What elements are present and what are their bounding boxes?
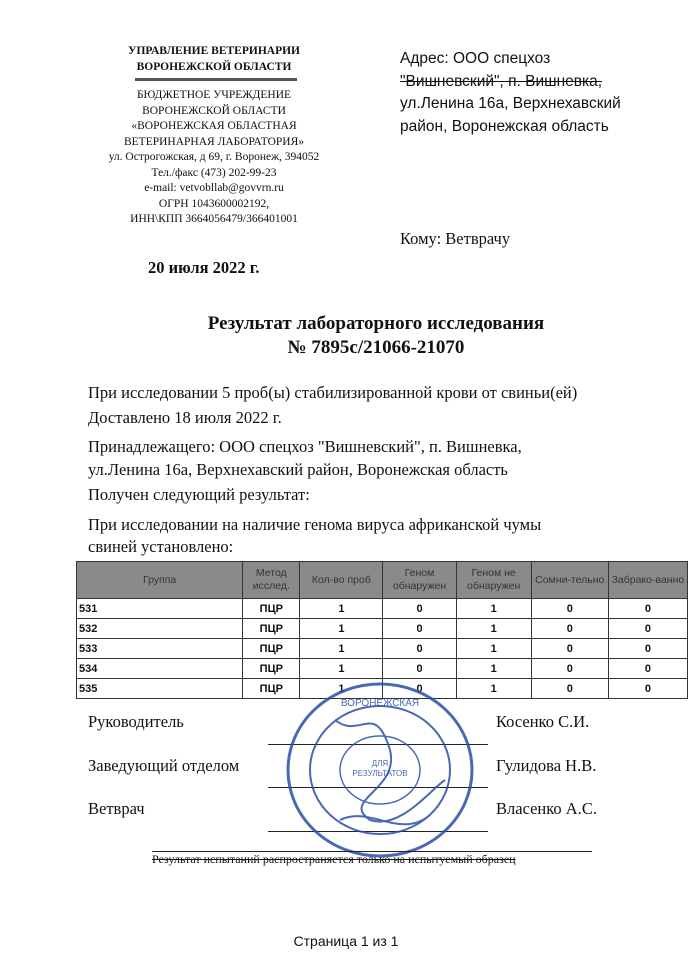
org-line: Тел./факс (473) 202-99-23 (151, 166, 277, 179)
address-line: ул.Ленина 16а, Верхнехавский (400, 95, 621, 112)
recipient-address (400, 48, 621, 138)
page-number: Страница 1 из 1 (293, 933, 399, 949)
signature-role: Руководитель (88, 712, 184, 731)
document-date: 20 июля 2022 г. (148, 258, 260, 277)
table-cell: 1 (456, 659, 531, 679)
table-cell: 0 (383, 619, 456, 639)
address-line: "Вишневский", п. Вишневка, (400, 72, 603, 90)
results-table (76, 561, 688, 699)
table-cell: 0 (383, 599, 456, 619)
table-cell: ПЦР (243, 659, 300, 679)
table-cell: 1 (456, 619, 531, 639)
official-stamp (280, 680, 480, 860)
body-line: При исследовании на наличие генома вируса африканской чумы (88, 515, 542, 534)
dept-line: УПРАВЛЕНИЕ ВЕТЕРИНАРИИ (128, 45, 300, 57)
footer-note: Результат испытаний распространяется только на испытуемый образец (152, 852, 516, 866)
table-cell: 1 (300, 599, 383, 619)
table-cell: ПЦР (243, 619, 300, 639)
org-line: БЮДЖЕТНОЕ УЧРЕЖДЕНИЕ (136, 89, 292, 101)
column-header: Сомни-тельно (531, 562, 608, 599)
table-cell: 0 (608, 619, 687, 639)
table-cell: 1 (300, 679, 383, 699)
table-cell: 0 (608, 639, 687, 659)
body-line: ул.Ленина 16а, Верхнехавский район, Воронежская область (88, 460, 508, 479)
table-cell: 0 (531, 679, 608, 699)
table-cell: 0 (608, 659, 687, 679)
body-line: свиней установлено: (88, 537, 234, 556)
table-cell: 534 (77, 659, 243, 679)
table-cell: 1 (300, 619, 383, 639)
table-cell: ПЦР (243, 679, 300, 699)
table-cell: ПЦР (243, 639, 300, 659)
table-cell: 531 (77, 599, 243, 619)
org-line: ОГРН 1043600002192, (158, 197, 270, 210)
org-line: ИНН\КПП 3664056479/366401001 (130, 213, 298, 225)
table-cell: 1 (456, 599, 531, 619)
body-line: При исследовании 5 проб(ы) стабилизированной крови от свиньи(ей) (88, 383, 578, 402)
signature-name: Гулидова Н.В. (496, 756, 597, 775)
signature-name: Косенко С.И. (496, 712, 590, 731)
report-number: № 7895с/21066-21070 (287, 337, 465, 358)
table-cell: 0 (531, 639, 608, 659)
table-row (77, 599, 688, 619)
header-divider (135, 78, 297, 81)
address-line: Адрес: ООО спецхоз (400, 50, 551, 67)
document-title (0, 312, 692, 360)
table-cell: 1 (300, 659, 383, 679)
table-cell: 0 (608, 679, 687, 699)
table-cell: 535 (77, 679, 243, 699)
table-row (77, 619, 688, 639)
recipient: Кому: Ветврачу (400, 229, 511, 248)
org-line: «ВОРОНЕЖСКАЯ ОБЛАСТНАЯ (131, 120, 297, 132)
table-row (77, 639, 688, 659)
organization-header (78, 88, 350, 228)
column-header: Забрако-ванно (608, 562, 687, 599)
column-header: Метод исслед. (243, 562, 300, 599)
table-cell: 0 (383, 639, 456, 659)
address-line: район, Воронежская область (400, 117, 609, 135)
title-line: Результат лабораторного исследования (207, 313, 545, 334)
org-line: ВЕТЕРИНАРНАЯ ЛАБОРАТОРИЯ» (123, 135, 305, 148)
footer-rule (152, 851, 592, 852)
svg-text:ДЛЯ: ДЛЯ (371, 759, 389, 768)
body-line: Получен следующий результат: (88, 485, 310, 504)
table-cell: 0 (608, 599, 687, 619)
table-cell: 0 (531, 599, 608, 619)
table-cell: 532 (77, 619, 243, 639)
signature-role: Заведующий отделом (88, 756, 240, 775)
table-cell: 0 (383, 679, 456, 699)
table-cell: 0 (531, 619, 608, 639)
org-line: e-mail: vetvobllab@govvrn.ru (144, 182, 284, 194)
table-cell: 533 (77, 639, 243, 659)
body-line: Доставлено 18 июля 2022 г. (88, 408, 282, 427)
department-header (78, 44, 350, 75)
table-header-row (77, 562, 688, 599)
column-header: Геном не обнаружен (456, 562, 531, 599)
column-header: Кол-во проб (300, 562, 383, 599)
svg-text:РЕЗУЛЬТАТОВ: РЕЗУЛЬТАТОВ (352, 769, 408, 778)
table-cell: 0 (531, 659, 608, 679)
table-row (77, 659, 688, 679)
signature-role: Ветврач (88, 799, 145, 818)
dept-line: ВОРОНЕЖСКОЙ ОБЛАСТИ (136, 60, 292, 73)
column-header: Группа (77, 562, 243, 599)
table-cell: 1 (456, 679, 531, 699)
body-line: Принадлежащего: ООО спецхоз "Вишневский", п. Вишневка, (88, 437, 522, 456)
column-header: Геном обнаружен (383, 562, 456, 599)
table-cell: 1 (456, 639, 531, 659)
table-cell: 0 (383, 659, 456, 679)
org-line: ВОРОНЕЖСКОЙ ОБЛАСТИ (142, 104, 286, 117)
org-line: ул. Острогожская, д 69, г. Воронеж, 394052 (108, 151, 320, 163)
table-cell: 1 (300, 639, 383, 659)
table-cell: ПЦР (243, 599, 300, 619)
svg-text:ВОРОНЕЖСКАЯ: ВОРОНЕЖСКАЯ (340, 698, 420, 709)
signature-name: Власенко А.С. (496, 799, 597, 818)
